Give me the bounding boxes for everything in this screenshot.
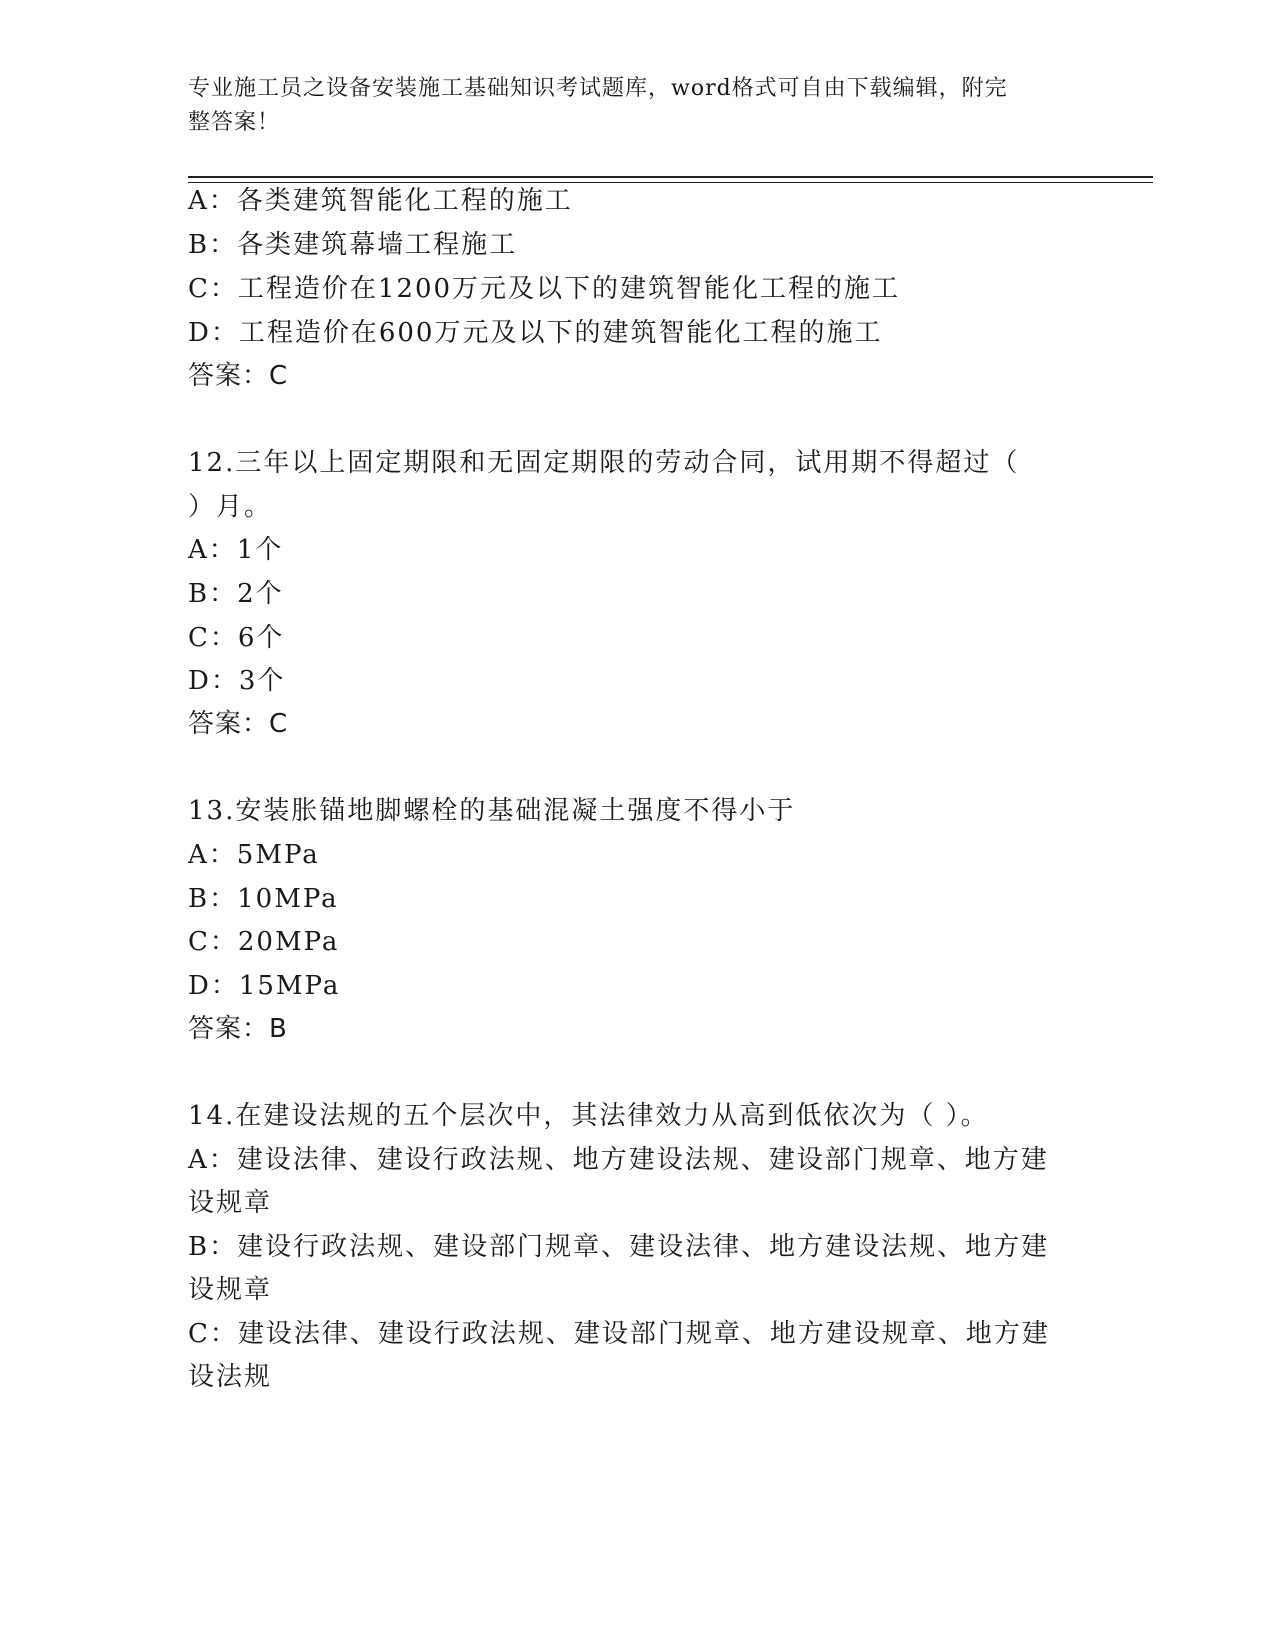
q12-option-a: A：1个 xyxy=(188,535,284,565)
q13-question: 13.安装胀锚地脚螺栓的基础混凝土强度不得小于 xyxy=(188,796,796,826)
q14-option-c-line-1: C：建设法律、建设行政法规、建设部门规章、地方建设规章、地方建 xyxy=(188,1319,1050,1349)
q14-option-a-line-1: A：建设法律、建设行政法规、地方建设法规、建设部门规章、地方建 xyxy=(188,1145,1049,1175)
q12-option-d: D：3个 xyxy=(188,666,286,696)
q11-option-d: D：工程造价在600万元及以下的建筑智能化工程的施工 xyxy=(188,318,883,348)
q13-option-b: B：10MPa xyxy=(188,884,339,914)
q12-question-line-1: 12.三年以上固定期限和无固定期限的劳动合同，试用期不得超过（ xyxy=(188,448,1020,478)
header-line-1: 专业施工员之设备安装施工基础知识考试题库，word格式可自由下载编辑，附完 xyxy=(188,76,1008,101)
q12-question-line-2: ）月。 xyxy=(188,492,273,522)
q11-option-a: A：各类建筑智能化工程的施工 xyxy=(188,186,573,216)
q14-option-a-line-2: 设规章 xyxy=(188,1188,273,1218)
q14-option-b-line-1: B：建设行政法规、建设部门规章、建设法律、地方建设法规、地方建 xyxy=(188,1232,1050,1262)
q13-option-a: A：5MPa xyxy=(188,840,320,870)
document-header xyxy=(188,72,1068,140)
q13-answer: 答案：B xyxy=(188,1014,288,1044)
header-line-2: 整答案！ xyxy=(188,110,281,135)
q14-question: 14.在建设法规的五个层次中，其法律效力从高到低依次为（ ）。 xyxy=(188,1101,989,1131)
q12-answer: 答案：C xyxy=(188,709,289,739)
q12-option-c: C：6个 xyxy=(188,623,285,653)
q11-option-c: C：工程造价在1200万元及以下的建筑智能化工程的施工 xyxy=(188,274,901,304)
q11-option-b: B：各类建筑幕墙工程施工 xyxy=(188,230,518,260)
q14-option-b-line-2: 设规章 xyxy=(188,1275,273,1305)
header-rule-thick xyxy=(188,176,1153,178)
q11-answer: 答案：C xyxy=(188,361,289,391)
q14-option-c-line-2: 设法规 xyxy=(188,1362,273,1392)
q13-option-d: D：15MPa xyxy=(188,971,341,1001)
q13-option-c: C：20MPa xyxy=(188,927,340,957)
q12-option-b: B：2个 xyxy=(188,579,284,609)
